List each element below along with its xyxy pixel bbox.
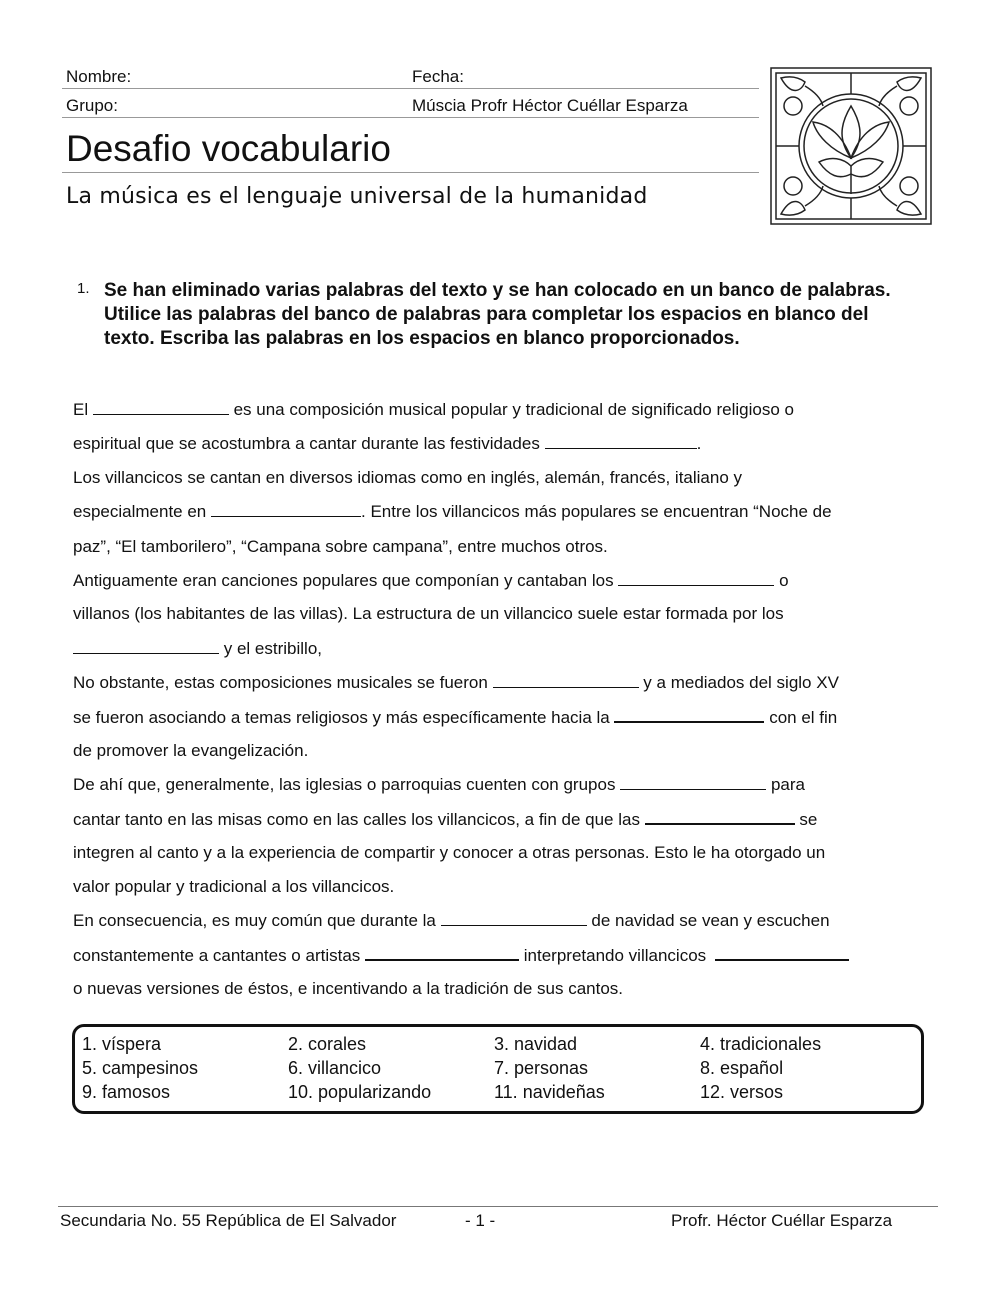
- passage-line-5: paz”, “El tamborilero”, “Campana sobre campana”, entre muchos otros.: [73, 537, 608, 556]
- passage-line-9: No obstante, estas composiciones musicales se fueron y a mediados del siglo XV: [73, 673, 839, 692]
- passage-line-3: Los villancicos se cantan en diversos idiomas como en inglés, alemán, francés, italiano y: [73, 468, 743, 487]
- blank-11[interactable]: [365, 945, 519, 961]
- footer-page-number: - 1 -: [465, 1211, 496, 1230]
- stained-glass-illustration: [769, 66, 933, 226]
- passage-line-8: y el estribillo,: [73, 639, 322, 659]
- grupo-label: Grupo:: [66, 96, 118, 115]
- question-instructions: Se han eliminado varias palabras del texto y se han colocado en un banco de palabras. Utilice las palabras del banco de palabras para completar los espacios en blanco del texto. Escriba las palabras en los espacios en blanco proporcionados.: [104, 280, 891, 349]
- word-bank-item: 6. villancico: [288, 1058, 382, 1078]
- blank-4[interactable]: [618, 571, 774, 586]
- passage-line-10: se fueron asociando a temas religiosos y más específicamente hacia la con el fin: [73, 708, 838, 727]
- page-subtitle: La música es el lenguaje universal de la humanidad: [66, 184, 648, 209]
- passage-line-12: De ahí que, generalmente, las iglesias o parroquias cuenten con grupos para: [73, 775, 805, 794]
- word-bank-item: 12. versos: [700, 1082, 784, 1102]
- word-bank-item: 10. popularizando: [288, 1082, 432, 1102]
- nombre-fecha-rule: [62, 88, 759, 89]
- title-rule: [62, 172, 759, 173]
- blank-8[interactable]: [620, 775, 766, 790]
- footer-rule: [58, 1206, 938, 1207]
- grupo-rule: [62, 117, 759, 118]
- passage-line-2: espiritual que se acostumbra a cantar durante las festividades .: [73, 434, 702, 453]
- word-bank-item: 5. campesinos: [82, 1058, 199, 1078]
- word-bank-item: 2. corales: [288, 1034, 367, 1054]
- footer-school: Secundaria No. 55 República de El Salvador: [60, 1211, 397, 1230]
- passage-line-7: villanos (los habitantes de las villas). La estructura de un villancico suele estar formada por los: [73, 604, 784, 623]
- fecha-label: Fecha:: [412, 67, 464, 86]
- word-bank: [72, 1024, 924, 1114]
- passage-line-14: integren al canto y a la experiencia de compartir y conocer a otras personas. Esto le ha otorgado un: [73, 843, 826, 862]
- passage-line-11: de promover la evangelización.: [73, 741, 309, 760]
- passage-line-16: En consecuencia, es muy común que durante la de navidad se vean y escuchen: [73, 911, 830, 930]
- blank-5[interactable]: [73, 639, 219, 654]
- blank-3[interactable]: [211, 502, 361, 517]
- question-number: 1.: [77, 280, 90, 297]
- word-bank-item: 3. navidad: [494, 1034, 578, 1054]
- word-bank-item: 11. navideñas: [494, 1082, 605, 1102]
- passage-line-1: El es una composición musical popular y tradicional de significado religioso o: [73, 400, 794, 419]
- passage-line-17: constantemente a cantantes o artistas interpretando villancicos: [73, 945, 849, 966]
- blank-12[interactable]: [715, 945, 849, 961]
- word-bank-item: 9. famosos: [82, 1082, 171, 1102]
- word-bank-item: 4. tradicionales: [700, 1034, 822, 1054]
- passage-line-18: o nuevas versiones de éstos, e incentivando a la tradición de sus cantos.: [73, 979, 624, 998]
- teacher-label: Múscia Profr Héctor Cuéllar Esparza: [412, 96, 688, 115]
- blank-2[interactable]: [545, 434, 697, 449]
- blank-7[interactable]: [614, 707, 764, 723]
- blank-6[interactable]: [493, 673, 639, 688]
- passage-line-4: especialmente en . Entre los villancicos más populares se encuentran “Noche de: [73, 502, 832, 521]
- blank-9[interactable]: [645, 809, 795, 825]
- blank-10[interactable]: [441, 911, 587, 926]
- page-title: Desafio vocabulario: [66, 128, 391, 169]
- footer-teacher: Profr. Héctor Cuéllar Esparza: [671, 1211, 893, 1230]
- passage-line-15: valor popular y tradicional a los villancicos.: [73, 877, 395, 896]
- nombre-label: Nombre:: [66, 67, 132, 86]
- blank-1[interactable]: [93, 400, 229, 415]
- passage-line-13: cantar tanto en las misas como en las calles los villancicos, a fin de que las se: [73, 810, 818, 829]
- passage-line-6: Antiguamente eran canciones populares que componían y cantaban los o: [73, 571, 789, 590]
- word-bank-item: 7. personas: [494, 1058, 589, 1078]
- word-bank-item: 8. español: [700, 1058, 784, 1078]
- word-bank-item: 1. víspera: [82, 1034, 162, 1054]
